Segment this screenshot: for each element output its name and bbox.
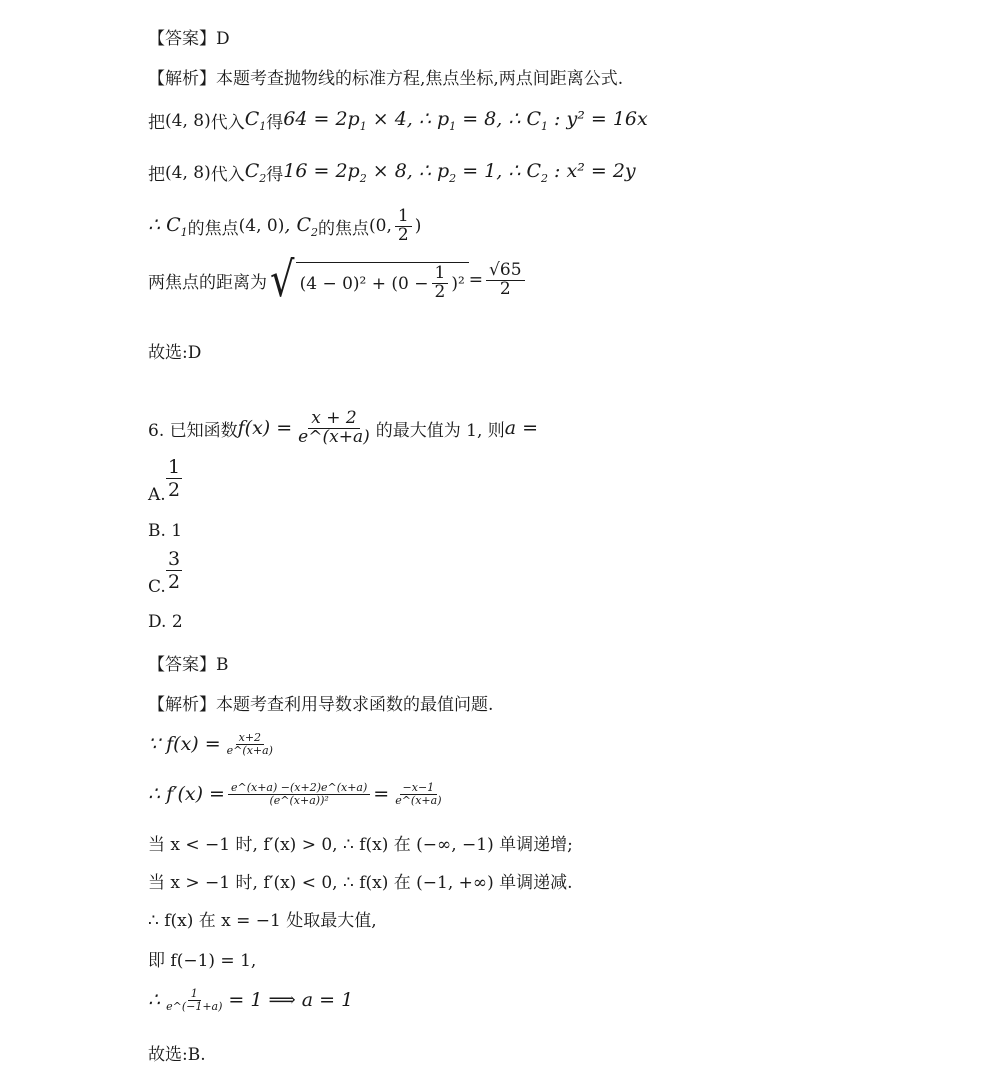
- point: (4, 8): [165, 110, 211, 131]
- analysis-text: 本题考查利用导数求函数的最值问题.: [216, 695, 494, 715]
- function-name: f(x) =: [237, 417, 293, 440]
- f-minus-one-text: 即 f(−1) = 1,: [148, 951, 257, 971]
- choose-text: 故选:D: [148, 343, 202, 363]
- analysis-label: 【解析】: [148, 695, 216, 715]
- equals: =: [468, 270, 484, 290]
- derivative: ∴ f′(x) =: [148, 783, 225, 806]
- analysis-label: 【解析】: [148, 69, 216, 89]
- equation: $64 = 2p_1 \times 4$, ∴ $p_1 = 8$, ∴ $C_1$ : y² = 16x: [283, 108, 648, 133]
- therefore: ∴: [148, 989, 161, 1012]
- function-fraction: $\frac{x + 2}{e\^{}(x+a)}$: [298, 408, 370, 447]
- point: (4, 8): [165, 162, 211, 183]
- step-6: [148, 946, 256, 971]
- text-de: 得: [266, 113, 284, 133]
- answer-text: 【答案】B: [148, 655, 229, 675]
- equation: $16 = 2p_2 \times 8$, ∴ $p_2 = 1$, ∴ $C_2$ : x² = 2y: [283, 160, 636, 185]
- result: = 1 ⟹ a = 1: [228, 989, 354, 1012]
- solution-line-c2: [148, 160, 636, 185]
- text-focus: 的焦点: [187, 218, 239, 239]
- step-4: [148, 868, 573, 893]
- focus-point-1: (4, 0): [238, 216, 285, 237]
- text-dairu: 代入: [210, 113, 245, 133]
- answer-text: 【答案】D: [148, 29, 230, 49]
- text-de: 得: [266, 165, 284, 185]
- analysis-text: 本题考查抛物线的标准方程,焦点坐标,两点间距离公式.: [216, 69, 624, 89]
- analysis-line-1: [148, 64, 623, 89]
- text-ba: 把: [148, 165, 165, 185]
- c2: , $C_2$: [284, 213, 319, 239]
- variable-a: a =: [504, 417, 539, 440]
- increasing-text: 当 x < −1 时, f′(x) > 0, ∴ f(x) 在 (−∞, −1) 单调递增;: [148, 835, 573, 855]
- fx-fraction: $\frac{x+2}{e\^{}(x+a)}$: [226, 731, 273, 757]
- option-b: B. 1: [148, 521, 183, 541]
- distance-label: 两焦点的距离为: [148, 272, 267, 293]
- curve-c1: $C_1$: [244, 108, 267, 133]
- question-tail: 的最大值为 1, 则: [375, 420, 505, 441]
- step-2: [148, 782, 448, 806]
- sqrt-expression: √ (4 − 0)² + (0 − $\frac{1}{2}$ )²: [267, 256, 469, 304]
- step-7: [148, 988, 353, 1012]
- option-a: A.: [148, 485, 166, 505]
- text-ba: 把: [148, 113, 165, 133]
- max-text: ∴ f(x) 在 x = −1 处取最大值,: [148, 911, 377, 931]
- solution-line-c1: [148, 108, 648, 133]
- distance-result: $\frac{√65}{2}$: [486, 262, 524, 299]
- text-dairu: 代入: [210, 165, 245, 185]
- therefore-c1: ∴ $C_1$: [148, 213, 188, 239]
- question-label: 6. 已知函数: [148, 420, 238, 441]
- distance-line: [148, 252, 528, 308]
- step-5: [148, 906, 377, 931]
- choose-line-1: [148, 338, 201, 363]
- decreasing-text: 当 x > −1 时, f′(x) < 0, ∴ f(x) 在 (−1, +∞) 单调递减.: [148, 873, 573, 893]
- equals: =: [373, 783, 390, 806]
- curve-c2: $C_2$: [244, 160, 267, 185]
- step-1: [148, 732, 279, 756]
- answer-line-1: [148, 24, 230, 49]
- because-fx: ∵ f(x) =: [148, 733, 221, 756]
- option-c: C.: [148, 577, 166, 597]
- answer-line-2: [148, 650, 229, 675]
- choose-text: 故选:B.: [148, 1045, 206, 1065]
- option-c-fraction: 3 2: [168, 548, 181, 593]
- choose-line-2: [148, 1040, 206, 1065]
- text-focus: 的焦点: [318, 218, 370, 239]
- step-3: [148, 830, 573, 855]
- option-d: D. 2: [148, 612, 183, 632]
- analysis-line-2: [148, 690, 493, 715]
- derivative-fraction: $\frac{e\^{}(x+a) -(x+2)e\^{}(x+a)}{\text{(e\textasciicircum{}(x+a))²}}$: [228, 782, 370, 806]
- focus-line: [148, 208, 421, 245]
- question-6: [148, 410, 538, 447]
- option-a-fraction: 1 2: [168, 456, 181, 501]
- derivative-simplified: $\frac{-x-1}{e\^{}(x+a)}$: [395, 781, 442, 807]
- exp-fraction: $\frac{1}{e\^{}(-1+a)}$: [166, 987, 223, 1013]
- focus-point-2: (0, $\frac{1}{2}$ ): [369, 206, 422, 245]
